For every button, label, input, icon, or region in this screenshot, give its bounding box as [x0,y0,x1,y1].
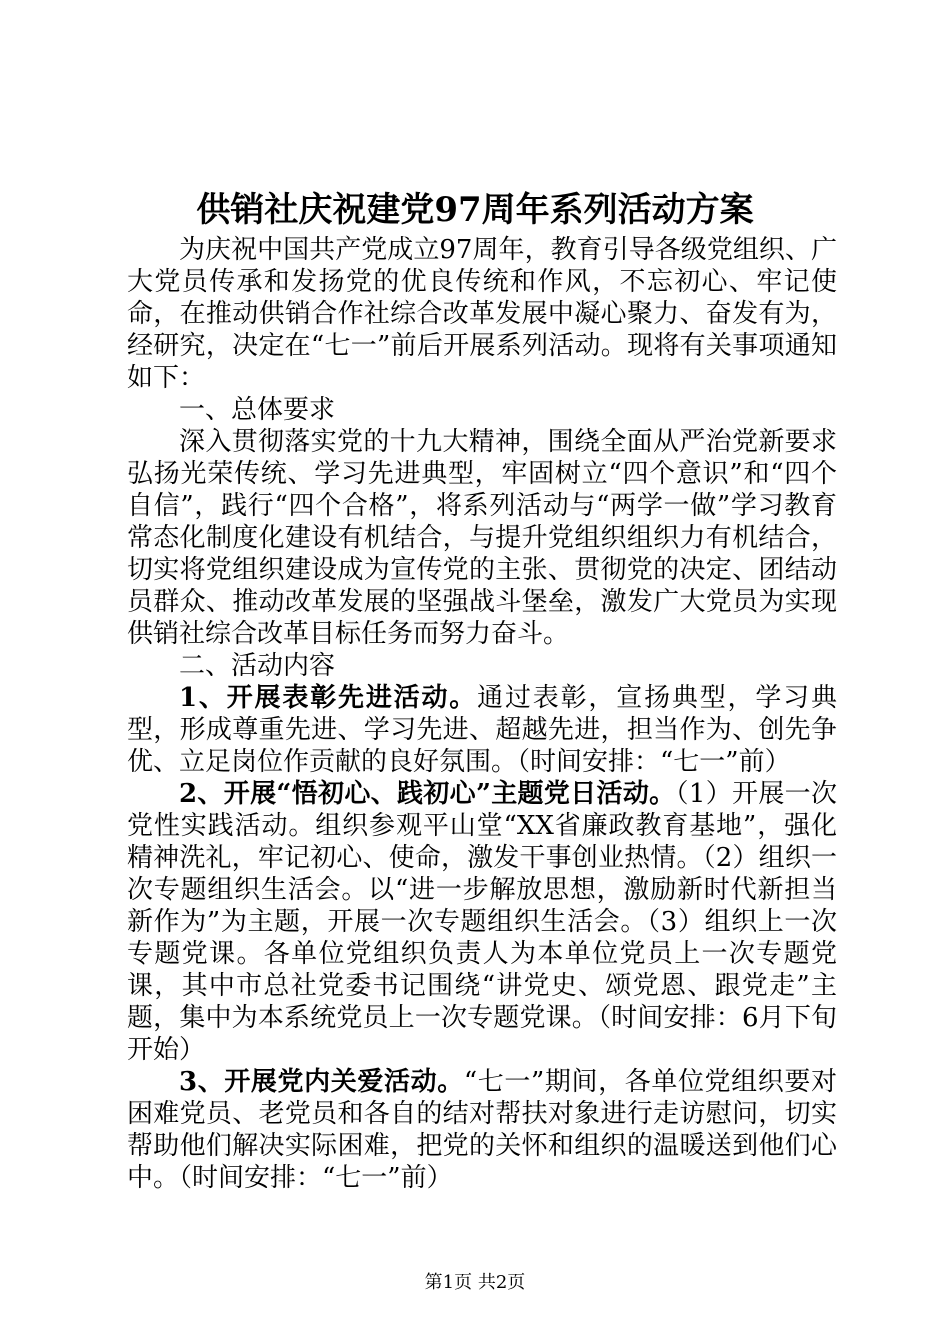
activity-item-3 [127,1066,837,1194]
activity-item-3-body: “七一”期间，各单位党组织要对困难党员、老党员和各自的结对帮扶对象进行走访慰问，切实帮助他们解决实际困难，把党的关怀和组织的温暖送到他们心中。（时间安排：“七一”前） [127,1067,838,1193]
activity-item-1 [127,682,837,778]
activity-item-2-body: （1）开展一次党性实践活动。组织参观平山堂“XX省廉政教育基地”，强化精神洗礼，牢记初心、使命，激发干事创业热情。（2）组织一次专题组织生活会。以“进一步解放思想，激励新时代新担当新作为”为主题，开展一次专题组织生活会。（3）组织上一次专题党课。各单位党组织负责人为本单位党员上一次专题党课，其中市总社党委书记围绕“讲党史、颂党恩、跟党走”主题，集中为本系统党员上一次专题党课。（时间安排：6月下旬开始） [127,779,837,1065]
page-footer: 第1页 共2页 [424,1272,526,1293]
section-heading-activity-content: 二、活动内容 [179,651,336,681]
general-requirements-paragraph: 深入贯彻落实党的十九大精神，围绕全面从严治党新要求弘扬光荣传统、学习先进典型，牢固树立“四个意识”和“四个自信”，践行“四个合格”，将系列活动与“两学一做”学习教育常态化制度化建设有机结合，与提升党组织组织力有机结合，切实将党组织建设成为宣传党的主张、贯彻党的决定、团结动员群众、推动改革发展的坚强战斗堡垒，激发广大党员为实现供销社综合改革目标任务而努力奋斗。 [127,427,837,649]
activity-item-1-lead: 1、开展表彰先进活动。 [179,683,478,713]
document-body [127,234,837,1194]
activity-item-1-body: 通过表彰，宣扬典型，学习典型，形成尊重先进、学习先进、超越先进，担当作为、创先争优、立足岗位作贡献的良好氛围。（时间安排：“七一”前） [127,683,837,777]
activity-item-3-lead: 3、开展党内关爱活动。 [179,1067,464,1097]
intro-paragraph: 为庆祝中国共产党成立97周年，教育引导各级党组织、广大党员传承和发扬党的优良传统和作风，不忘初心、牢记使命，在推动供销合作社综合改革发展中凝心聚力、奋发有为，经研究，决定在“七一”前后开展系列活动。现将有关事项通知如下： [127,235,837,393]
activity-item-2 [127,778,837,1066]
activity-item-2-lead: 2、开展“悟初心、践初心”主题党日活动。 [179,779,676,809]
document-title: 供销社庆祝建党97周年系列活动方案 [196,190,754,230]
section-heading-general-requirements: 一、总体要求 [179,395,336,425]
